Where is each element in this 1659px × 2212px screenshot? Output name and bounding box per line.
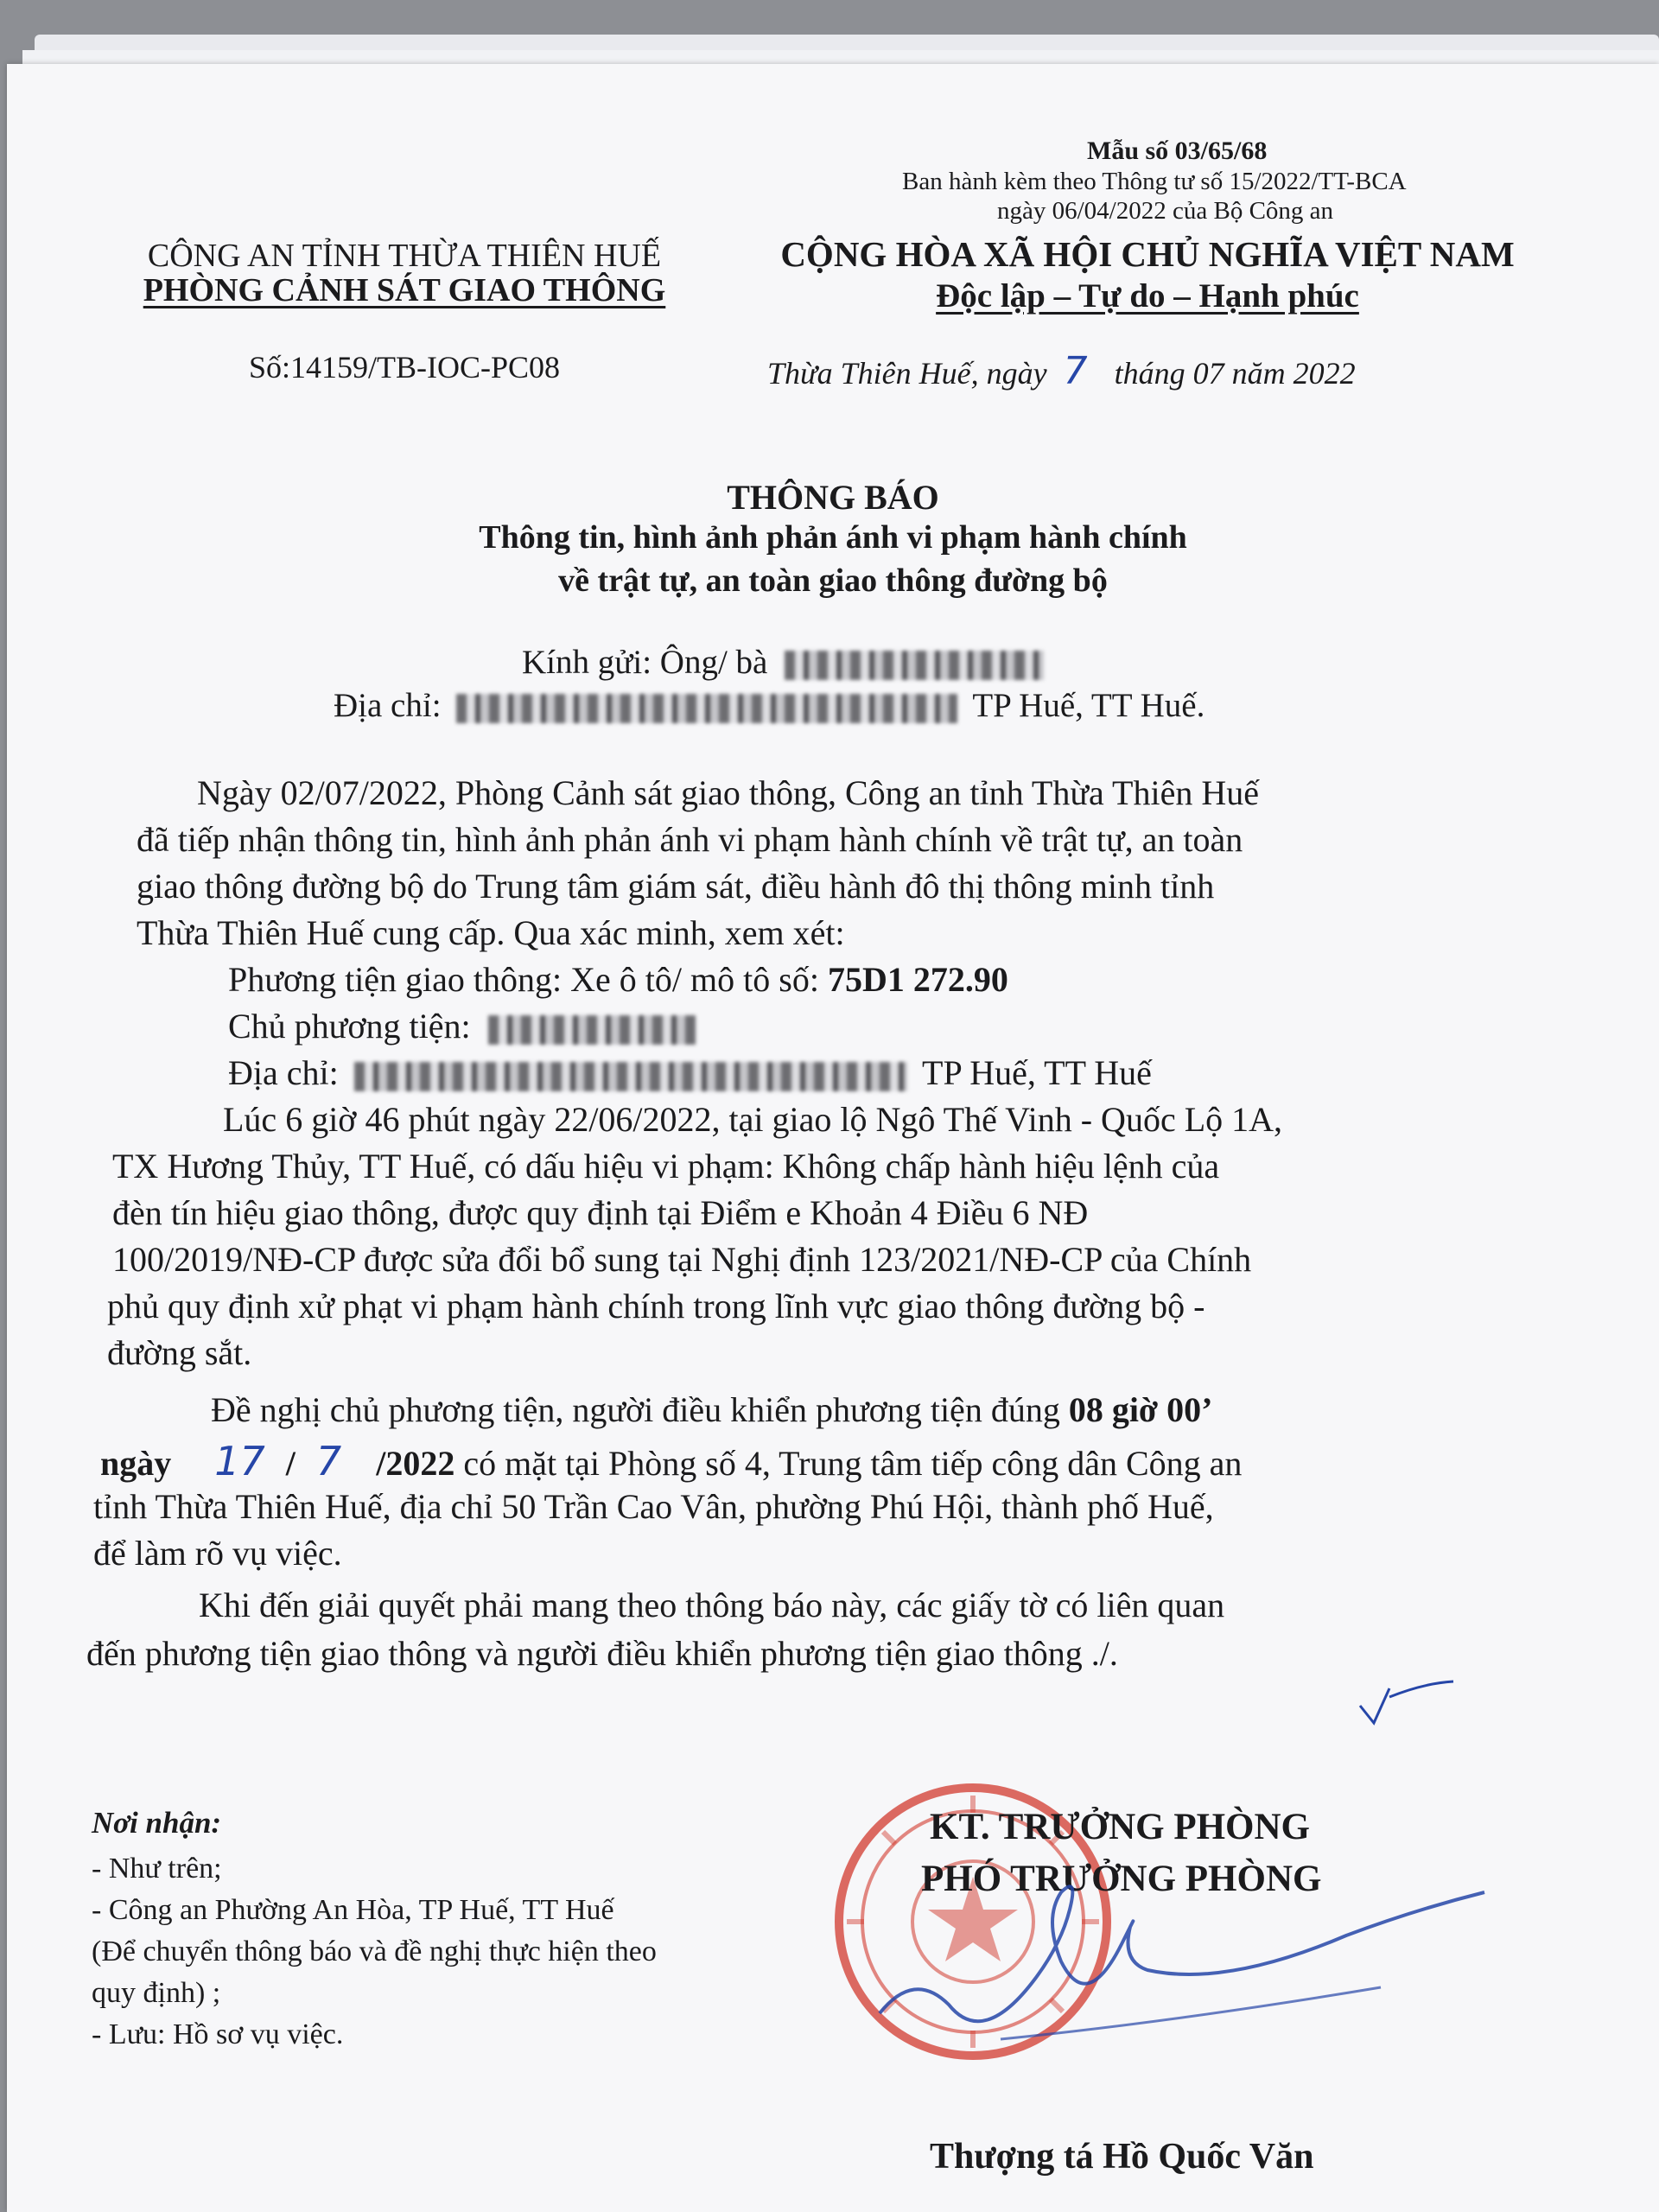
body-line: Ngày 02/07/2022, Phòng Cảnh sát giao thông, Công an tỉnh Thừa Thiên Huế xyxy=(197,773,1259,812)
greeting-text: Kính gửi: Ông/ bà xyxy=(522,644,768,681)
signature-title-1: KT. TRƯỞNG PHÒNG xyxy=(930,1807,1310,1847)
national-motto: Độc lập – Tự do – Hạnh phúc xyxy=(936,277,1359,315)
national-title: CỘNG HÒA XÃ HỘI CHỦ NGHĨA VIỆT NAM xyxy=(780,234,1515,274)
handwritten-signature-icon xyxy=(862,1840,1502,2082)
recipient-item: quy định) ; xyxy=(92,1977,221,2009)
body-line: để làm rõ vụ việc. xyxy=(93,1534,342,1573)
body-line: giao thông đường bộ do Trung tâm giám sát, điều hành đô thị thông minh tỉnh xyxy=(137,867,1215,906)
form-date-line: ngày 06/04/2022 của Bộ Công an xyxy=(997,197,1334,225)
document-page xyxy=(7,64,1659,2212)
owner-address-label: Địa chỉ: xyxy=(228,1053,339,1092)
document-subtitle-2: về trật tự, an toàn giao thông đường bộ xyxy=(558,563,1108,599)
redacted-owner-address xyxy=(354,1062,907,1091)
document-title: THÔNG BÁO xyxy=(727,478,939,517)
vehicle-plate: 75D1 272.90 xyxy=(827,960,1008,999)
body-line: đến phương tiện giao thông và người điều khiển phương tiện giao thông ./. xyxy=(86,1634,1118,1673)
request-text: có mặt tại Phòng số 4, Trung tâm tiếp công dân Công an xyxy=(463,1444,1243,1483)
recipient-item: (Để chuyển thông báo và đề nghị thực hiện theo xyxy=(92,1936,657,1967)
handwritten-appointment-month: 7 xyxy=(315,1438,342,1484)
owner-line xyxy=(228,1006,696,1046)
document-subtitle-1: Thông tin, hình ảnh phản ánh vi phạm hành chính xyxy=(479,519,1187,556)
signature-title-2: PHÓ TRƯỞNG PHÒNG xyxy=(921,1859,1322,1899)
recipient-item: - Như trên; xyxy=(92,1853,222,1885)
form-number: Mẫu số 03/65/68 xyxy=(1087,137,1268,165)
signer-name: Thượng tá Hồ Quốc Văn xyxy=(930,2137,1314,2177)
place-date-suffix: tháng 07 năm 2022 xyxy=(1114,356,1356,391)
place-date xyxy=(767,349,1356,393)
document-number: Số:14159/TB-IOC-PC08 xyxy=(248,350,561,385)
body-line: TX Hương Thủy, TT Huế, có dấu hiệu vi phạm: Không chấp hành hiệu lệnh của xyxy=(112,1147,1220,1185)
body-line: 100/2019/NĐ-CP được sửa đổi bổ sung tại Nghị định 123/2021/NĐ-CP của Chính xyxy=(112,1240,1252,1279)
redacted-address xyxy=(456,694,957,723)
body-line: đèn tín hiệu giao thông, được quy định tại Điểm e Khoản 4 Điều 6 NĐ xyxy=(112,1193,1089,1232)
request-text: Đề nghị chủ phương tiện, người điều khiển phương tiện đúng xyxy=(211,1390,1060,1429)
recipient-address-line xyxy=(334,686,1205,725)
vehicle-label: Phương tiện giao thông: Xe ô tô/ mô tô số: xyxy=(228,960,819,999)
body-line: Lúc 6 giờ 46 phút ngày 22/06/2022, tại giao lộ Ngô Thế Vinh - Quốc Lộ 1A, xyxy=(223,1100,1283,1139)
body-line: Thừa Thiên Huế cung cấp. Qua xác minh, xem xét: xyxy=(137,913,845,952)
greeting-line xyxy=(522,643,1044,682)
checkmark-icon xyxy=(1355,1680,1459,1732)
owner-label: Chủ phương tiện: xyxy=(228,1007,471,1046)
body-line: phủ quy định xử phạt vi phạm hành chính trong lĩnh vực giao thông đường bộ - xyxy=(107,1287,1205,1325)
handwritten-day: 7 xyxy=(1063,349,1088,393)
owner-address-suffix: TP Huế, TT Huế xyxy=(922,1053,1152,1092)
body-line: đường sắt. xyxy=(107,1333,252,1372)
body-line: đã tiếp nhận thông tin, hình ảnh phản ánh vi phạm hành chính về trật tự, an toàn xyxy=(137,820,1243,859)
appointment-time: 08 giờ 00’ xyxy=(1068,1390,1213,1429)
recipient-address-suffix: TP Huế, TT Huế. xyxy=(972,687,1205,724)
body-line: Khi đến giải quyết phải mang theo thông báo này, các giấy tờ có liên quan xyxy=(199,1586,1225,1624)
recipient-item: - Công an Phường An Hòa, TP Huế, TT Huế xyxy=(92,1894,614,1926)
request-line-1 xyxy=(211,1389,1212,1430)
request-line-2: ngày 17 / 7 /2022 có mặt tại Phòng số 4, Trung tâm tiếp công dân Công an xyxy=(100,1438,1243,1484)
appointment-day-label: ngày xyxy=(100,1444,172,1483)
vehicle-line xyxy=(228,959,1008,1000)
owner-address-line xyxy=(228,1052,1152,1093)
department-name: PHÒNG CẢNH SÁT GIAO THÔNG xyxy=(143,272,666,308)
redacted-owner xyxy=(488,1015,696,1045)
body-line: tỉnh Thừa Thiên Huế, địa chỉ 50 Trần Cao Vân, phường Phú Hội, thành phố Huế, xyxy=(93,1487,1214,1526)
form-issued-line: Ban hành kèm theo Thông tư số 15/2022/TT-BCA xyxy=(902,168,1407,195)
recipients-heading: Nơi nhận: xyxy=(92,1806,222,1840)
agency-name: CÔNG AN TỈNH THỪA THIÊN HUẾ xyxy=(147,238,662,274)
recipient-address-label: Địa chỉ: xyxy=(334,687,442,724)
place-date-prefix: Thừa Thiên Huế, ngày xyxy=(767,356,1047,391)
appointment-year: /2022 xyxy=(376,1444,455,1483)
recipient-item: - Lưu: Hồ sơ vụ việc. xyxy=(92,2018,344,2050)
redacted-name xyxy=(785,651,1044,680)
handwritten-appointment-day: 17 xyxy=(214,1438,265,1484)
